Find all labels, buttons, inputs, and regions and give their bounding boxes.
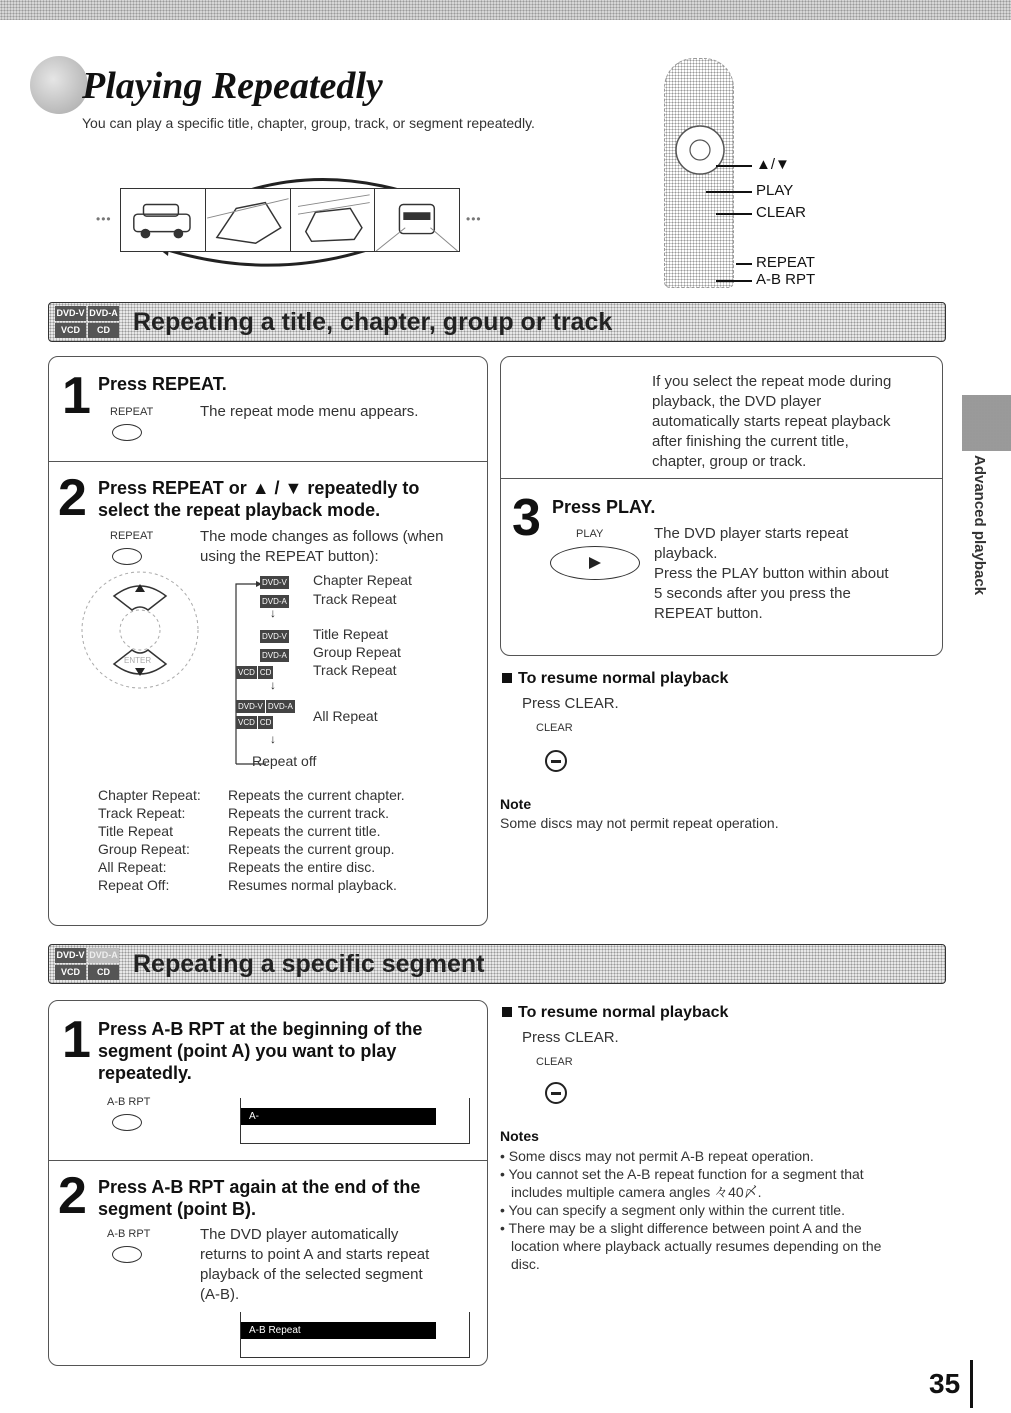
resume-heading-text: To resume normal playback: [518, 670, 729, 687]
step3-line: playback.: [654, 545, 718, 562]
flow-badge-dvdv-2: DVD-V: [262, 632, 287, 641]
seg-step2-line: playback of the selected segment: [200, 1266, 423, 1283]
repeat-button-icon: [112, 548, 142, 565]
seg-step1-number: 1: [62, 1011, 91, 1069]
section1-heading: Repeating a title, chapter, group or track: [133, 308, 613, 336]
definition-row: [98, 804, 478, 822]
step-divider: [48, 461, 488, 462]
side-tab-label: Advanced playback: [971, 455, 988, 596]
clear-button-icon: [545, 1082, 567, 1104]
resume-heading-1: [502, 670, 728, 688]
step2-text-2: using the REPEAT button):: [200, 548, 379, 565]
ellipsis-left: •••: [96, 212, 112, 226]
seg-step1-button-label: A-B RPT: [107, 1096, 151, 1108]
seg-step1-title-line: repeatedly.: [98, 1063, 192, 1083]
repeat-frames: [120, 188, 460, 252]
step3-number: 3: [512, 489, 541, 547]
page-number-bar: [970, 1360, 973, 1408]
badge-dvdv: DVD-V: [55, 948, 86, 963]
flow-arrow-down-2: ↓: [270, 678, 276, 692]
line-play: [706, 191, 752, 193]
note-item-cont: includes multiple camera angles 々40〆.: [511, 1184, 762, 1200]
side-tab: [962, 395, 1011, 451]
resume-heading-text: To resume normal playback: [518, 1004, 729, 1021]
step2-number: 2: [58, 469, 87, 527]
note-line: after finishing the current title,: [652, 433, 849, 450]
step3-text: [654, 524, 889, 624]
osd-bar-a: A-: [241, 1108, 436, 1125]
play-icon: [551, 547, 641, 581]
note-item-cont: disc.: [511, 1256, 540, 1272]
page-number: 35: [929, 1368, 961, 1399]
badge-dvda: DVD-A: [88, 306, 119, 321]
line-clear: [716, 213, 752, 215]
flow-track-repeat-2: Track Repeat: [313, 662, 397, 678]
step1-text: The repeat mode menu appears.: [200, 403, 419, 420]
step3-title: Press PLAY.: [552, 497, 656, 517]
seg-step2-line: (A-B).: [200, 1286, 240, 1303]
section2-disc-badges: [55, 948, 121, 980]
seg-step2-line: The DVD player automatically: [200, 1226, 399, 1243]
definition-desc: Repeats the current chapter.: [228, 787, 405, 803]
definition-term: Track Repeat:: [98, 805, 186, 821]
definition-row: [98, 840, 478, 858]
resume-heading-2: [502, 1004, 728, 1022]
step2-title-1: Press REPEAT or ▲ / ▼ repeatedly to: [98, 478, 420, 498]
badge-vcd: VCD: [55, 965, 86, 980]
flow-badge-dvda-2: DVD-A: [262, 651, 287, 660]
definitions-list: [98, 786, 478, 894]
flow-group-repeat: Group Repeat: [313, 644, 401, 660]
flow-badge-dvdv-3: DVD-V: [238, 702, 263, 711]
ab-rpt-button-icon: [112, 1246, 142, 1263]
seg-step1-title: [98, 1018, 422, 1084]
label-updown: ▲/▼: [756, 156, 790, 173]
definition-desc: Repeats the entire disc.: [228, 859, 376, 875]
step1-title: Press REPEAT.: [98, 374, 227, 394]
step3-line: Press the PLAY button within about: [654, 565, 889, 582]
step1-number: 1: [62, 367, 91, 425]
step3-button-label: PLAY: [576, 528, 604, 540]
definition-desc: Repeats the current group.: [228, 841, 395, 857]
line-abrpt: [716, 280, 752, 282]
line-repeat: [736, 263, 752, 265]
section1-disc-badges: [55, 306, 121, 338]
right-divider: [500, 478, 943, 479]
seg-step2-button-label: A-B RPT: [107, 1228, 151, 1240]
osd-bar-ab: A-B Repeat: [241, 1322, 436, 1339]
label-clear: CLEAR: [756, 204, 807, 221]
resume-instruction-1: Press CLEAR.: [522, 695, 619, 712]
frame-4: [375, 189, 459, 251]
badge-vcd: VCD: [55, 323, 86, 338]
clear-label-2: CLEAR: [536, 1056, 573, 1068]
definition-term: Chapter Repeat:: [98, 787, 201, 803]
definition-desc: Repeats the current track.: [228, 805, 390, 821]
note-item: • Some discs may not permit A-B repeat operation.: [500, 1148, 814, 1164]
osd-screen-ab: [240, 1312, 470, 1358]
remote-dpad-icon: [670, 120, 730, 180]
resume-instruction-2: Press CLEAR.: [522, 1029, 619, 1046]
badge-dvda: DVD-A: [88, 948, 119, 963]
note-heading: Note: [500, 796, 532, 812]
flow-title-repeat: Title Repeat: [313, 626, 388, 642]
flow-arrow-down-3: ↓: [270, 732, 276, 746]
seg-step2-title-line: segment (point B).: [98, 1199, 256, 1219]
page-title: Playing Repeatedly: [82, 65, 383, 107]
flow-badge-dvda: DVD-A: [262, 597, 287, 606]
note-item: • You cannot set the A-B repeat function for a segment that: [500, 1166, 864, 1182]
flow-badge-dvda-3: DVD-A: [267, 702, 293, 711]
definition-row: [98, 858, 478, 876]
step3-line: The DVD player starts repeat: [654, 525, 849, 542]
page-subtitle: You can play a specific title, chapter, group, track, or segment repeatedly.: [82, 115, 535, 131]
step2-text-1: The mode changes as follows (when: [200, 528, 444, 545]
note-line: automatically starts repeat playback: [652, 413, 891, 430]
definition-desc: Resumes normal playback.: [228, 877, 397, 893]
note-line: chapter, group or track.: [652, 453, 807, 470]
clear-button-icon: [545, 750, 567, 772]
dpad-icon: [78, 568, 202, 692]
definition-row: [98, 822, 478, 840]
section2-banner: [48, 944, 946, 984]
seg-step2-text: [200, 1225, 429, 1305]
frame-1: [121, 189, 206, 251]
flow-badge-cd-2: CD: [259, 718, 272, 727]
flow-badge-vcd: VCD: [238, 668, 255, 677]
line-updown: [716, 165, 752, 167]
note-line: If you select the repeat mode during: [652, 373, 892, 390]
badge-cd: CD: [88, 965, 119, 980]
flow-chapter-repeat: Chapter Repeat: [313, 572, 412, 588]
notes-list: [500, 1147, 940, 1273]
ellipsis-right: •••: [466, 212, 482, 226]
repeat-mode-note: [652, 372, 891, 472]
play-button: [550, 546, 640, 580]
step3-line: 5 seconds after you press the: [654, 585, 851, 602]
flow-badge-vcd-2: VCD: [238, 718, 255, 727]
label-repeat: REPEAT: [756, 254, 815, 271]
badge-cd: CD: [88, 323, 119, 338]
flow-arrow-down-1: ↓: [270, 606, 276, 620]
flow-badge-dvdv: DVD-V: [262, 578, 287, 587]
seg-step2-line: returns to point A and starts repeat: [200, 1246, 430, 1263]
flow-all-repeat: All Repeat: [313, 708, 378, 724]
seg-step2-title: [98, 1176, 420, 1220]
seg-step-divider: [48, 1160, 488, 1161]
note-item: • There may be a slight difference between point A and the: [500, 1220, 862, 1236]
note-item-cont: location where playback actually resumes depending on the: [511, 1238, 882, 1254]
step2-button-label: REPEAT: [110, 530, 154, 542]
frame-3: [291, 189, 376, 251]
seg-step2-number: 2: [58, 1167, 87, 1225]
seg-step1-title-line: Press A-B RPT at the beginning of the: [98, 1019, 423, 1039]
note-line: playback, the DVD player: [652, 393, 822, 410]
seg-step2-title-line: Press A-B RPT again at the end of the: [98, 1177, 421, 1197]
step1-button-label: REPEAT: [110, 406, 154, 418]
definition-term: All Repeat:: [98, 859, 167, 875]
flow-badge-cd: CD: [259, 668, 272, 677]
dpad-enter-label: ENTER: [124, 656, 152, 665]
flow-track-repeat: Track Repeat: [313, 591, 397, 607]
definition-row: [98, 786, 478, 804]
step2-title-2: select the repeat playback mode.: [98, 500, 381, 520]
definition-row: [98, 876, 478, 894]
ab-rpt-button-icon: [112, 1114, 142, 1131]
definition-desc: Repeats the current title.: [228, 823, 381, 839]
frame-2: [206, 189, 291, 251]
repeat-button-icon: [112, 424, 142, 441]
note-item: • You can specify a segment only within the current title.: [500, 1202, 845, 1218]
osd-screen-a: [240, 1098, 470, 1144]
bullet-square: [502, 1007, 512, 1017]
note-text: Some discs may not permit repeat operation.: [500, 815, 779, 831]
label-play: PLAY: [756, 182, 794, 199]
definition-term: Title Repeat: [98, 823, 173, 839]
top-band: [0, 0, 1011, 20]
definition-term: Repeat Off:: [98, 877, 170, 893]
flow-repeat-off: Repeat off: [252, 753, 317, 769]
definition-term: Group Repeat:: [98, 841, 190, 857]
section2-heading: Repeating a specific segment: [133, 950, 485, 978]
badge-dvdv: DVD-V: [55, 306, 86, 321]
section1-banner: [48, 302, 946, 342]
notes-heading: Notes: [500, 1128, 539, 1144]
seg-step1-title-line: segment (point A) you want to play: [98, 1041, 397, 1061]
title-disc-icon: [30, 56, 88, 114]
step3-line: REPEAT button.: [654, 605, 763, 622]
label-abrpt: A-B RPT: [756, 271, 816, 288]
clear-label-1: CLEAR: [536, 722, 573, 734]
bullet-square: [502, 673, 512, 683]
